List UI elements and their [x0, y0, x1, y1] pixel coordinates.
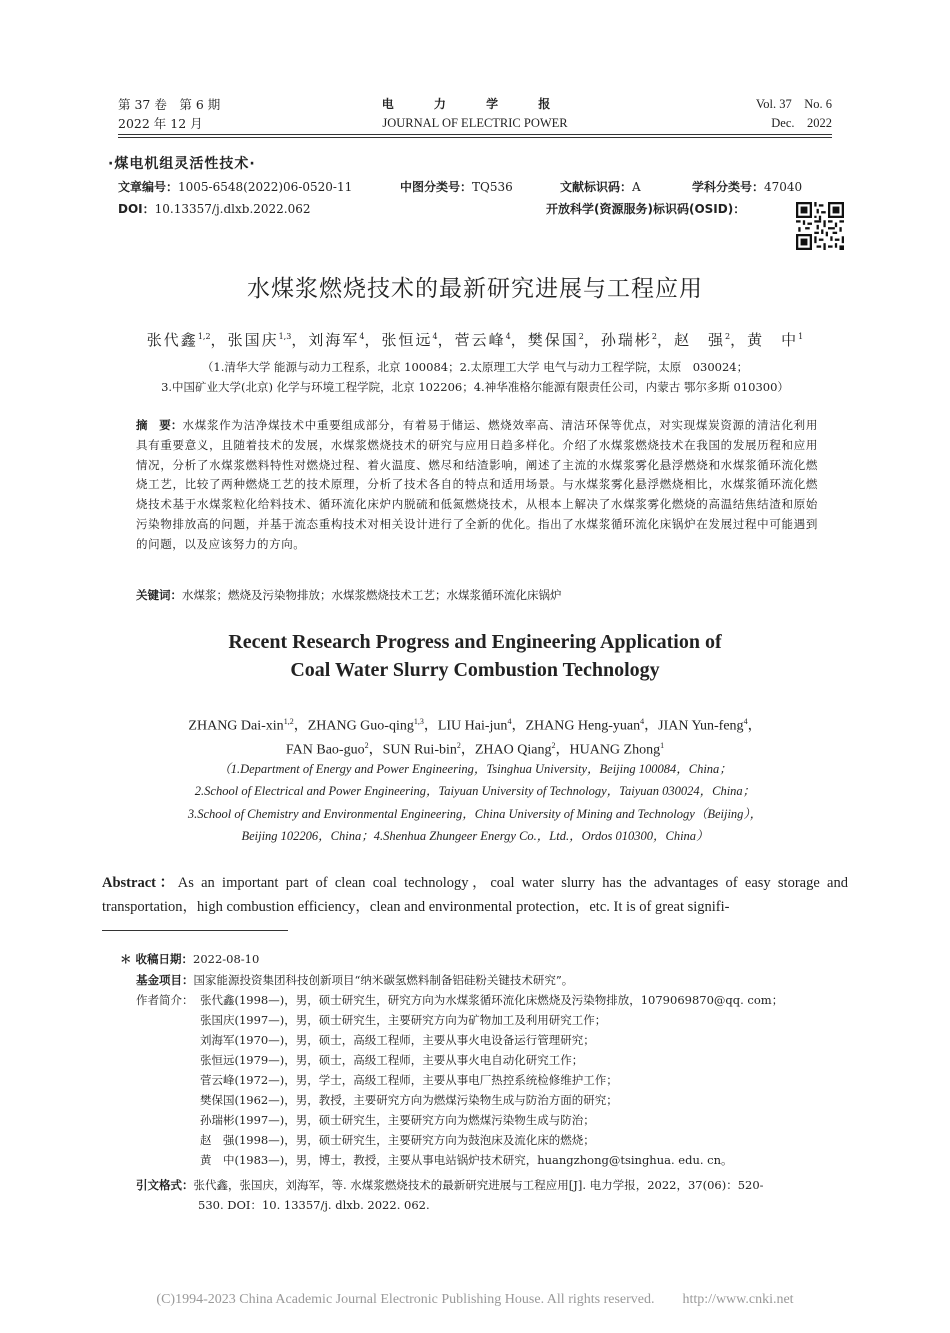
bio-line: 樊保国(1962—)，男，教授，主要研究方向为燃煤污染物生成与防治方面的研究；: [200, 1093, 618, 1107]
volume-en: Vol. 37 No. 6: [755, 97, 832, 111]
authors-en-line: ZHANG Dai-xin$^{1,2}$，ZHANG Guo-qing$^{1,3}$，LIU Hai-jun$^4$，ZHANG Heng-yuan$^4$，JIAN Yun-feng$^4$，: [188, 717, 762, 734]
affiliation-en-line: （1.Department of Energy and Power Engineering，Tsinghua University，Beijing 100084，China；: [218, 762, 732, 776]
osid-qr-code-icon[interactable]: [796, 202, 844, 250]
authors-cn: 张代鑫$^{1,2}$，张国庆$^{1,3}$，刘海军$^4$，张恒远$^4$，菅云峰$^4$，樊保国$^2$，孙瑞彬$^2$，赵 强$^2$，黄 中$^1$: [146, 331, 804, 349]
header-rule-thin: [118, 137, 832, 138]
title-cn: 水煤浆燃烧技术的最新研究进展与工程应用: [247, 276, 703, 302]
header-right: [756, 95, 832, 133]
abstract-en-text: As an important part of clean coal technology，coal water slurry has the advantages of easy storage and transportation，high combustion efficiency，clean and environmental protection，etc. It is of great signifi-: [102, 875, 848, 915]
bio-line: 赵 强(1998—)，男，硕士研究生，主要研究方向为鼓泡床及流化床的燃烧；: [200, 1133, 595, 1147]
volume-cn: 第 37 卷 第 6 期: [118, 97, 221, 112]
abstract-cn-label: 摘 要：: [136, 418, 183, 432]
authors-en-line: FAN Bao-guo$^2$，SUN Rui-bin$^2$，ZHAO Qiang$^2$，HUANG Zhong$^1$: [285, 741, 665, 758]
doi-line: DOI：10.13357/j.dlxb.2022.062: [118, 202, 311, 216]
bio-line: 孙瑞彬(1997—)，男，硕士研究生，主要研究方向为燃煤污染物生成与防治；: [200, 1113, 595, 1127]
abstract-cn-text: 水煤浆作为洁净煤技术中重要组成部分，有着易于储运、燃烧效率高、清洁环保等优点，对实现煤炭资源的清洁化利用具有重要意义，且随着技术的发展，水煤浆燃烧技术的研究与应用日趋多样化。介绍了水煤浆燃烧技术在我国的发展历程和应用情况，分析了水煤浆燃料特性对燃烧过程、着火温度、燃尽和结渣影响，阐述了主流的水煤浆雾化悬浮燃烧和水煤浆循环流化燃烧工艺，比较了两种燃烧工艺的技术原理，分析了技术各自的特点和适用场景。与水煤浆雾化悬浮燃烧相比，水煤浆循环流化燃烧技术基于水煤浆粒化给料技术、循环流化床炉内脱硫和低氮燃烧技术，从根本上解决了水煤浆雾化燃烧的高温结焦结渣和原始污染物排放高的问题，并基于流态重构技术对相关设计进行了全新的优化。指出了水煤浆循环流化床锅炉在发展过程中可能遇到的问题，以及应该努力的方向。: [136, 418, 818, 551]
column-name: ·煤电机组灵活性技术·: [108, 156, 256, 172]
title-en: Recent Research Progress and Engineering Application of Coal Water Slurry Combustion Technology: [228, 631, 722, 681]
header-rule: [118, 134, 832, 135]
journal-name-cn: 电 力 学 报: [381, 97, 569, 111]
copyright-notice: (C)1994-2023 China Academic Journal Electronic Publishing House. All rights reserved. http://www.cnki.net: [156, 1292, 794, 1307]
affiliation-en-line: 3.School of Chemistry and Environmental Engineering，China University of Mining and Technology（Beijing），: [187, 807, 763, 821]
osid-label: 开放科学(资源服务)标识码(OSID)：: [546, 202, 746, 216]
subject-code: 学科分类号：47040: [692, 180, 803, 194]
abstract-en: [102, 871, 848, 919]
bio-line: 菅云峰(1972—)，男，学士，高级工程师，主要从事电厂热控系统检修维护工作；: [200, 1073, 618, 1087]
author-bios: [200, 990, 850, 1170]
document-code: 文献标识码：A: [560, 180, 641, 194]
clc-number: 中图分类号：TQ536: [400, 180, 513, 194]
bio-line: 张国庆(1997—)，男，硕士研究生，主要研究方向为矿物加工及利用研究工作；: [200, 1013, 607, 1027]
abstract-cn: [136, 416, 818, 555]
bio-label: 作者简介：: [136, 993, 194, 1007]
bio-line: 刘海军(1970—)，男，硕士，高级工程师，主要从事火电设备运行管理研究；: [200, 1033, 595, 1047]
article-number: 文章编号：1005-6548(2022)06-0520-11: [118, 180, 353, 194]
affiliation-cn-line: 3.中国矿业大学(北京) 化学与环境工程学院，北京 102206；4.神华准格尔能源有限责任公司，内蒙古 鄂尔多斯 010300）: [161, 380, 789, 394]
fund-info: 基金项目：国家能源投资集团科技创新项目“纳米碳氢燃料制备铝硅粉关键技术研究”。: [136, 973, 574, 987]
affiliation-en-line: 2.School of Electrical and Power Engineering，Taiyuan University of Technology，Taiyuan 030024，China；: [194, 784, 756, 798]
abstract-en-label: Abstract：: [102, 875, 178, 891]
received-date: ＊ 收稿日期：2022-08-10: [120, 952, 260, 966]
affiliation-en-line: Beijing 102206，China；4.Shenhua Zhungeer Energy Co.，Ltd.，Ordos 010300，China）: [241, 829, 709, 843]
bio-line: 张代鑫(1998—)，男，硕士研究生，研究方向为水煤浆循环流化床燃烧及污染物排放，1079069870@qq. com；: [200, 993, 784, 1007]
affiliation-cn-line: （1.清华大学 能源与动力工程系，北京 100084；2.太原理工大学 电气与动力工程学院，太原 030024；: [201, 360, 749, 374]
journal-name-en: JOURNAL OF ELECTRIC POWER: [382, 116, 568, 130]
bio-line: 黄 中(1983—)，男，博士，教授，主要从事电站锅炉技术研究，huangzhong@tsinghua. edu. cn。: [200, 1153, 733, 1167]
citation-format: 引文格式：张代鑫，张国庆，刘海军，等. 水煤浆燃烧技术的最新研究进展与工程应用[J]. 电力学报，2022，37(06)：520- 530. DOI：10. 13357/j. dlxb. 2022. 062.: [136, 1178, 764, 1212]
keywords-cn: 关键词：水煤浆；燃烧及污染物排放；水煤浆燃烧技术工艺；水煤浆循环流化床锅炉: [136, 588, 562, 602]
bio-line: 张恒远(1979—)，男，硕士，高级工程师，主要从事火电自动化研究工作；: [200, 1053, 584, 1067]
footnote-rule: [102, 930, 288, 931]
date-cn: 2022 年 12 月: [118, 116, 203, 131]
date-en: Dec. 2022: [771, 116, 832, 130]
